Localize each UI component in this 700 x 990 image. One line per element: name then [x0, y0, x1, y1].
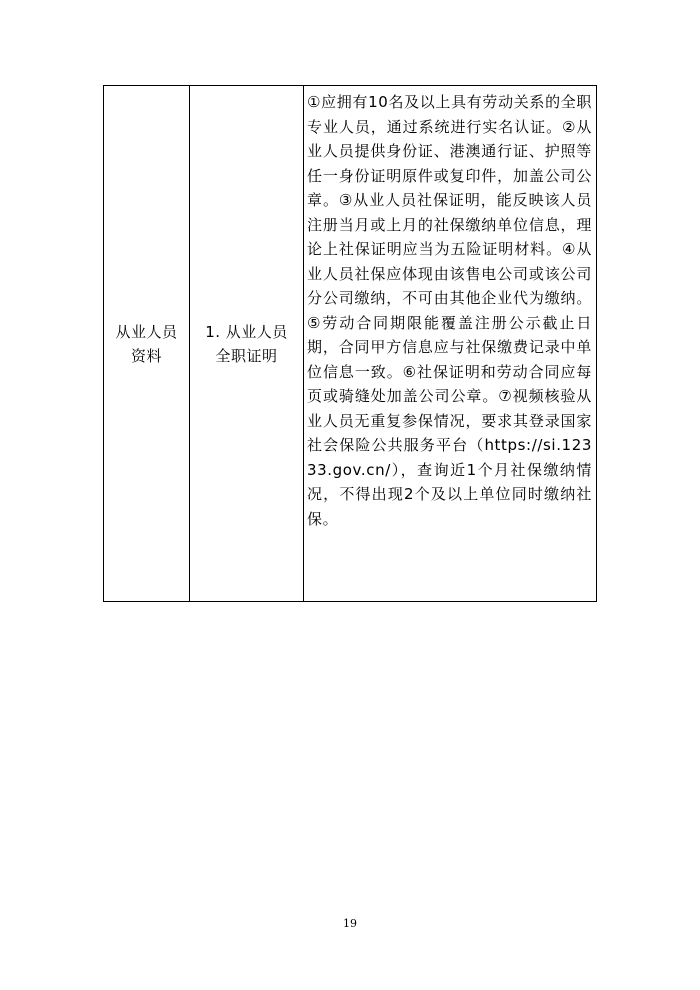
requirements-table — [103, 85, 597, 602]
requirements-text: ①应拥有10名及以上具有劳动关系的全职专业人员，通过系统进行实名认证。②从业人员提供身份证、港澳通行证、护照等任一身份证明原件或复印件，加盖公司公章。③从业人员社保证明，能反映该人员注册当月或上月的社保缴纳单位信息，理论上社保证明应当为五险证明材料。④从业人员社保应体现由该售电公司或该公司分公司缴纳，不可由其他企业代为缴纳。⑤劳动合同期限能覆盖注册公示截止日期，合同甲方信息应与社保缴费记录中单位信息一致。⑥社保证明和劳动合同应每页或骑缝处加盖公司公章。⑦视频核验从业人员无重复参保情况，要求其登录国家社会保险公共服务平台（https://si.12333.gov.cn/），查询近1个月社保缴纳情况，不得出现2个及以上单位同时缴纳社保。 — [307, 93, 592, 528]
item-label — [205, 320, 288, 368]
item-label-line2: 全职证明 — [215, 346, 278, 365]
requirements-cell — [304, 86, 596, 601]
page-number: 19 — [343, 917, 357, 930]
category-label-line2: 资料 — [130, 346, 162, 365]
category-label — [115, 320, 177, 368]
item-label-line1: 1. 从业人员 — [205, 322, 288, 341]
category-label-line1: 从业人员 — [115, 322, 178, 341]
category-cell — [104, 86, 190, 601]
item-cell — [190, 86, 304, 601]
